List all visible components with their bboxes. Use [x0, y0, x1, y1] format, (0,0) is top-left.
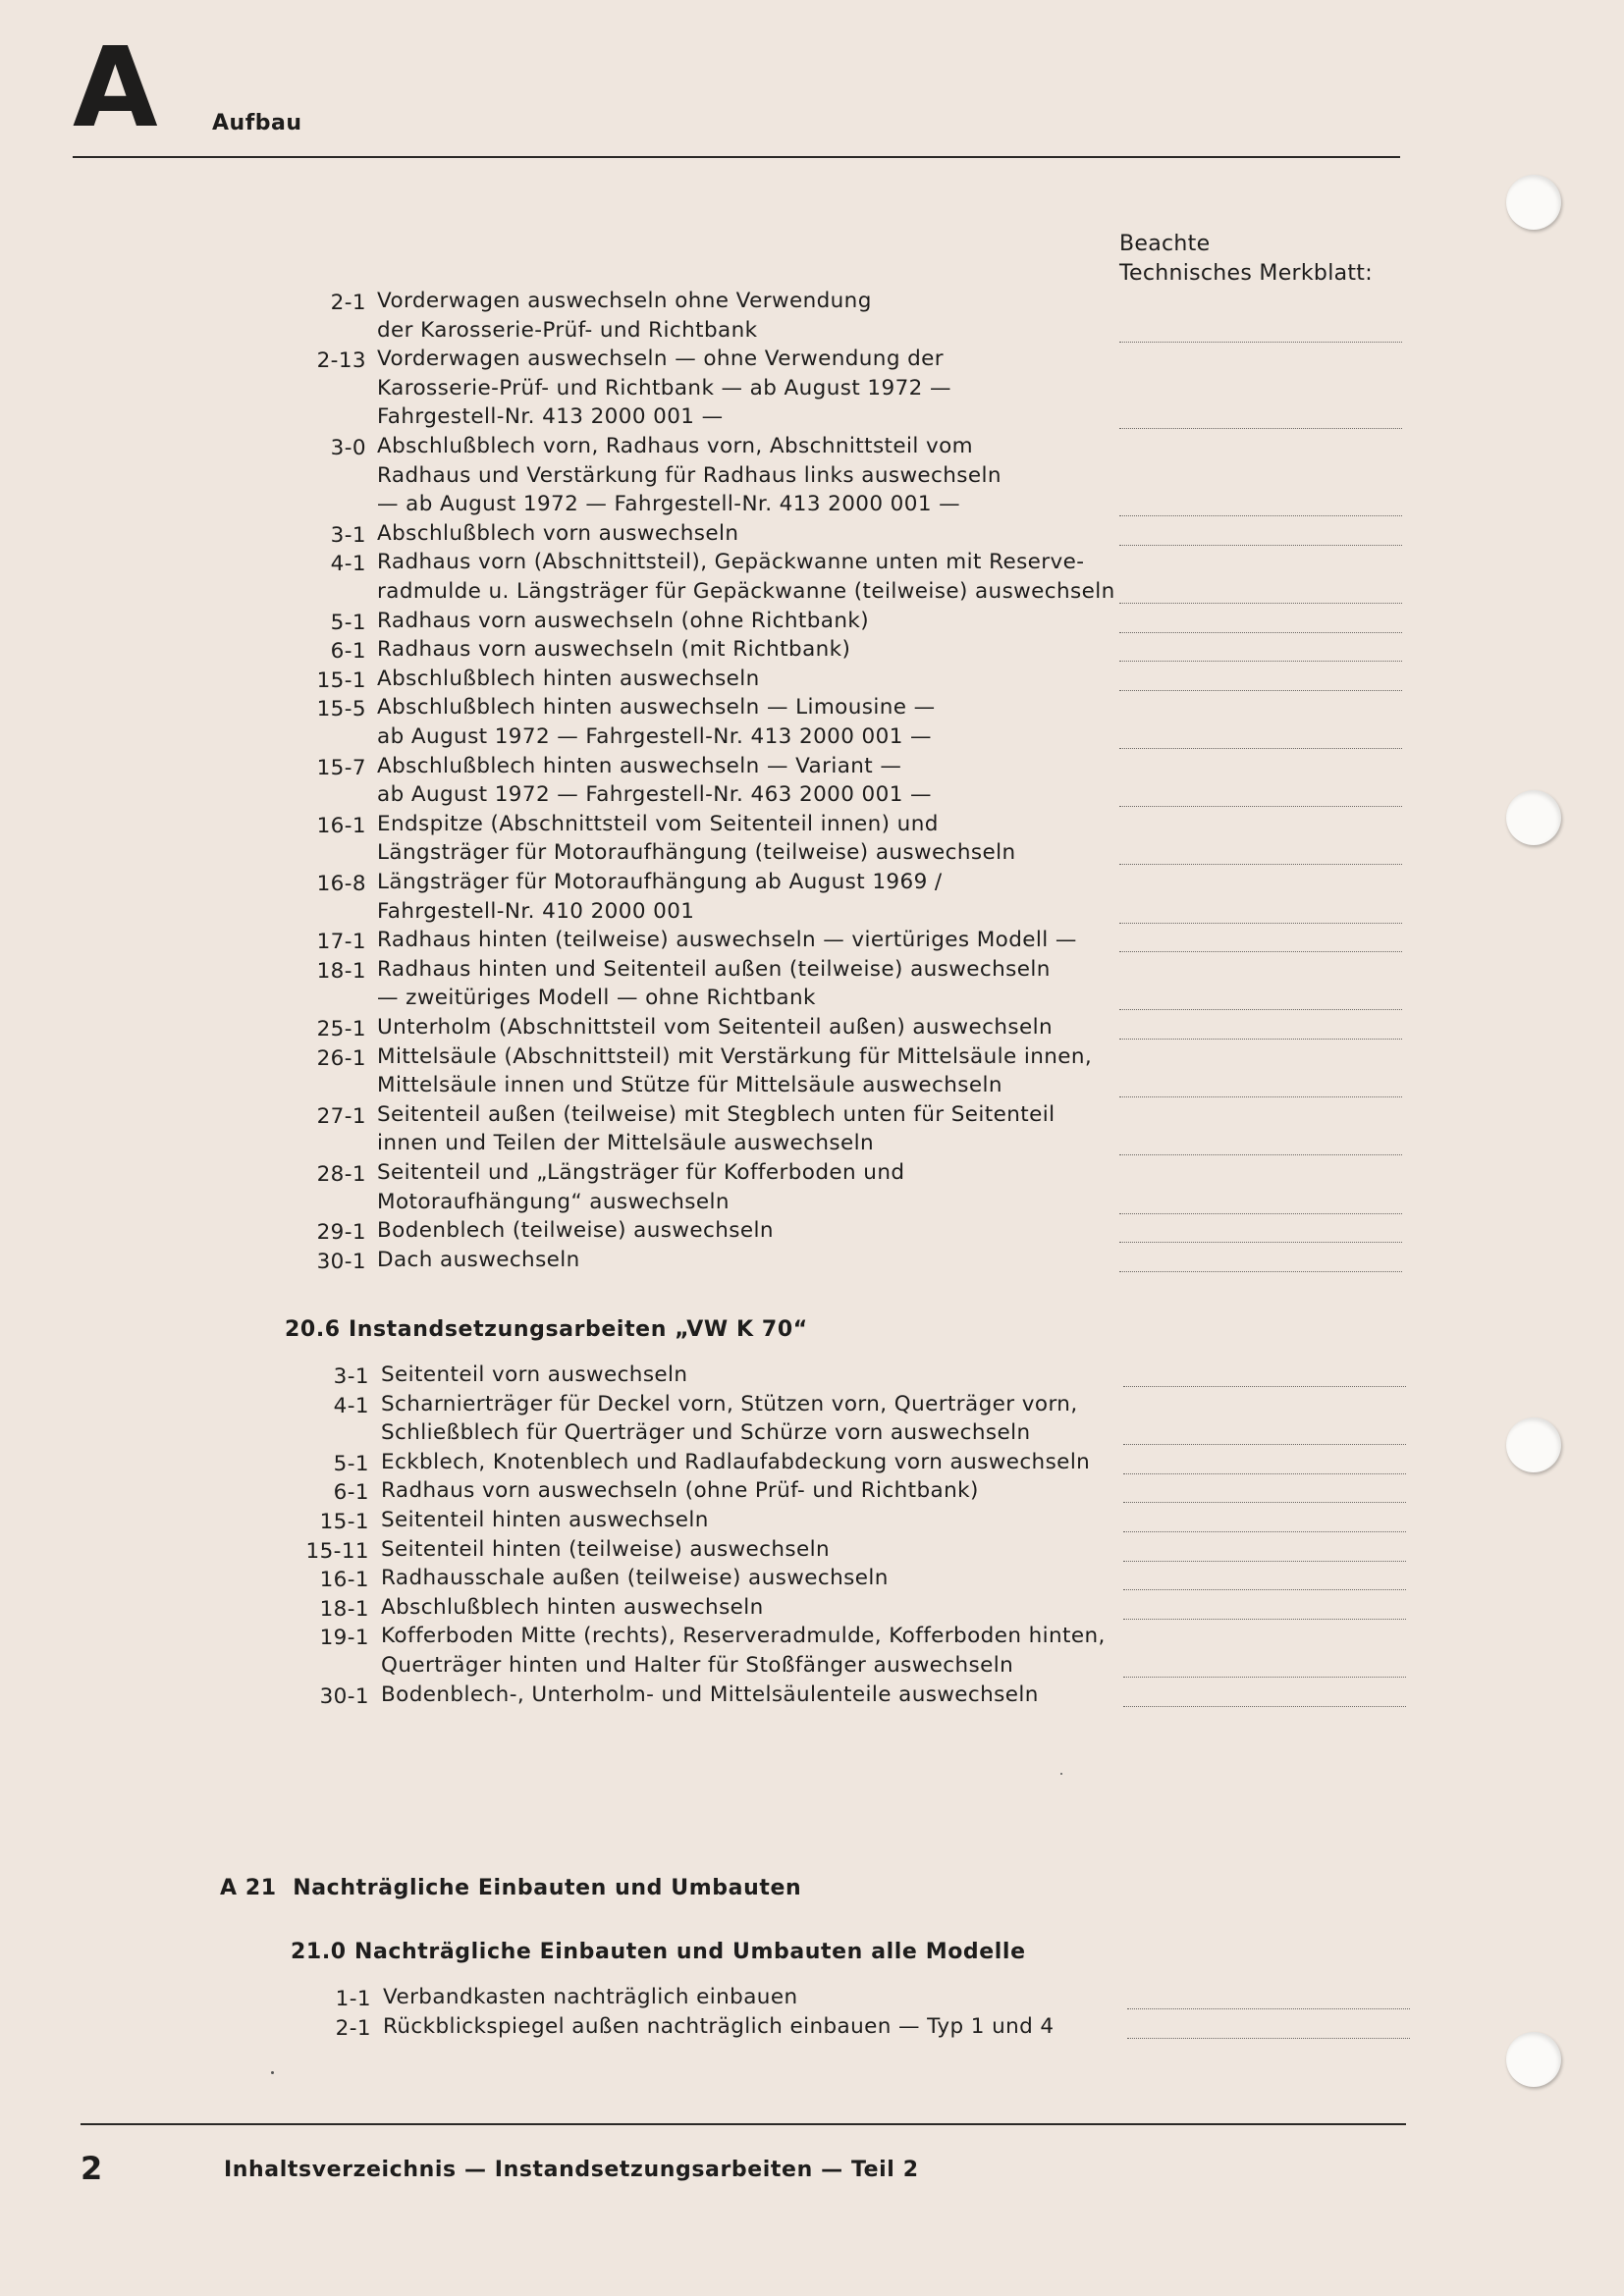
leader-dots: [1119, 1039, 1402, 1040]
print-speck: [271, 2071, 274, 2074]
entry-title: [383, 2012, 1055, 2042]
entry-line: Bodenblech (teilweise) auswechseln: [377, 1218, 774, 1244]
entry-line: Unterholm (Abschnittsteil vom Seitenteil außen) auswechseln: [377, 1015, 1054, 1040]
entry-line: innen und Teilen der Mittelsäule auswechseln: [377, 1131, 875, 1156]
entry-title: [377, 1216, 774, 1246]
entry-line: Scharnierträger für Deckel vorn, Stützen vorn, Querträger vorn,: [381, 1391, 1078, 1416]
entry-number: 18-1: [316, 958, 366, 984]
leader-dots: [1119, 1242, 1402, 1243]
entry-number: 30-1: [319, 1683, 369, 1709]
entry-number: 6-1: [330, 639, 366, 665]
entry-number: 26-1: [316, 1045, 366, 1071]
entry-number: 3-1: [333, 1364, 369, 1389]
print-speck: [1060, 1773, 1062, 1775]
entry-number: 2-1: [330, 291, 366, 315]
entry-line: Abschlußblech hinten auswechseln: [381, 1594, 764, 1620]
entry-line: Abschlußblech vorn, Radhaus vorn, Abschnittsteil vom: [377, 434, 974, 458]
footer-rule: [81, 2123, 1406, 2125]
entry-number: 30-1: [316, 1249, 366, 1274]
entry-line: Radhaus hinten und Seitenteil außen (teilweise) auswechseln: [377, 956, 1051, 982]
technical-bulletin-note: [1119, 230, 1373, 289]
entry-title: [377, 810, 1016, 868]
leader-dots: [1119, 515, 1402, 516]
entry-number: 28-1: [316, 1162, 366, 1187]
entry-line: Radhaus vorn auswechseln (ohne Richtbank): [377, 608, 870, 633]
entry-line: Seitenteil hinten (teilweise) auswechseln: [381, 1536, 831, 1562]
entry-line: Verbandkasten nachträglich einbauen: [383, 1985, 798, 2009]
entry-title: [377, 665, 760, 694]
leader-dots: [1123, 1589, 1406, 1590]
entry-title: [381, 1593, 764, 1623]
leader-dots: [1119, 632, 1402, 633]
entry-line: Karosserie-Prüf- und Richtbank — ab August 1972 —: [377, 375, 951, 400]
entry-line: Kofferboden Mitte (rechts), Reserveradmulde, Kofferboden hinten,: [381, 1624, 1106, 1649]
entry-number: 25-1: [316, 1017, 366, 1041]
entry-line: Abschlußblech hinten auswechseln — Variant —: [377, 753, 902, 778]
entry-number: 17-1: [316, 930, 366, 955]
entry-title: [377, 1013, 1053, 1042]
entry-title: [377, 693, 936, 751]
entry-line: Seitenteil hinten auswechseln: [381, 1508, 709, 1532]
header-rule: [73, 156, 1400, 158]
entry-title: [381, 1535, 830, 1565]
entry-title: [377, 1158, 904, 1216]
entry-line: Radhausschale außen (teilweise) auswechseln: [381, 1566, 889, 1591]
leader-dots: [1119, 806, 1402, 807]
entry-line: Abschlußblech hinten auswechseln: [377, 666, 760, 691]
entry-title: [381, 1564, 889, 1593]
leader-dots: [1119, 923, 1402, 924]
entry-title: [377, 432, 1001, 519]
entry-title: [377, 345, 951, 432]
entry-title: [377, 635, 850, 665]
leader-dots: [1119, 1154, 1402, 1155]
leader-dots: [1119, 545, 1402, 546]
entry-line: Rückblickspiegel außen nachträglich einbauen — Typ 1 und 4: [383, 2013, 1055, 2039]
entry-line: Bodenblech-, Unterholm- und Mittelsäulenteile auswechseln: [381, 1682, 1039, 1707]
leader-dots: [1123, 1502, 1406, 1503]
entry-title: [377, 1246, 580, 1275]
section-letter: A: [73, 25, 158, 152]
entry-line: Längsträger für Motoraufhängung ab August 1969 /: [377, 870, 943, 894]
entry-line: Schließblech für Querträger und Schürze vorn auswechseln: [381, 1420, 1031, 1446]
entry-line: Dach auswechseln: [377, 1247, 580, 1272]
entry-title: [381, 1390, 1078, 1448]
entry-line: Seitenteil und „Längsträger für Kofferboden und: [377, 1160, 905, 1185]
entry-line: Radhaus vorn auswechseln (ohne Prüf- und Richtbank): [381, 1478, 979, 1504]
entry-number: 19-1: [319, 1626, 369, 1651]
entry-line: Fahrgestell-Nr. 413 2000 001 —: [377, 404, 724, 430]
entry-line: Längsträger für Motoraufhängung (teilweise) auswechseln: [377, 840, 1016, 866]
entry-title: [381, 1622, 1106, 1680]
leader-dots: [1123, 1619, 1406, 1620]
entry-title: [377, 752, 932, 810]
leader-dots: [1119, 1271, 1402, 1272]
entry-number: 3-0: [330, 436, 366, 460]
entry-line: Motoraufhängung“ auswechseln: [377, 1189, 730, 1214]
entry-line: radmulde u. Längsträger für Gepäckwanne (teilweise) auswechseln: [377, 578, 1115, 604]
leader-dots: [1119, 428, 1402, 429]
entry-line: Radhaus vorn auswechseln (mit Richtbank): [377, 637, 851, 663]
entry-title: [381, 1681, 1039, 1710]
entry-title: [377, 548, 1115, 606]
leader-dots: [1119, 864, 1402, 865]
entry-title: [377, 868, 943, 926]
entry-number: 4-1: [333, 1393, 369, 1418]
entry-line: Seitenteil außen (teilweise) mit Stegblech unten für Seitenteil: [377, 1101, 1056, 1127]
subsection-heading: 21.0 Nachträgliche Einbauten und Umbauten alle Modelle: [291, 1940, 1026, 1964]
entry-title: [377, 519, 738, 549]
footer-title: Inhaltsverzeichnis — Instandsetzungsarbeiten — Teil 2: [224, 2158, 919, 2182]
leader-dots: [1119, 1096, 1402, 1097]
section-title: Aufbau: [212, 111, 302, 135]
entry-number: 16-8: [316, 872, 366, 896]
leader-dots: [1119, 1009, 1402, 1010]
entry-number: 15-1: [316, 667, 366, 693]
entry-line: Mittelsäule (Abschnittsteil) mit Verstärkung für Mittelsäule innen,: [377, 1043, 1093, 1069]
entry-line: Abschlußblech hinten auswechseln — Limousine —: [377, 695, 936, 721]
entry-line: Radhaus hinten (teilweise) auswechseln — viertüriges Modell —: [377, 928, 1077, 953]
entry-title: [381, 1506, 709, 1535]
entry-number: 2-13: [316, 348, 366, 374]
page-number: 2: [81, 2150, 103, 2187]
punch-hole: [1506, 2032, 1561, 2087]
leader-dots: [1119, 951, 1402, 952]
entry-line: Endspitze (Abschnittsteil vom Seitenteil innen) und: [377, 811, 939, 836]
leader-dots: [1123, 1531, 1406, 1532]
entry-number: 16-1: [319, 1568, 369, 1593]
entry-line: Eckblech, Knotenblech und Radlaufabdeckung vorn auswechseln: [381, 1449, 1091, 1474]
entry-title: [377, 1100, 1055, 1158]
entry-line: Vorderwagen auswechseln ohne Verwendung: [377, 289, 872, 313]
entry-line: — ab August 1972 — Fahrgestell-Nr. 413 2000 001 —: [377, 492, 961, 517]
punch-hole: [1506, 1417, 1561, 1472]
entry-line: der Karosserie-Prüf- und Richtbank: [377, 317, 758, 343]
entry-number: 4-1: [330, 552, 366, 577]
entry-number: 1-1: [335, 1987, 371, 2011]
leader-dots: [1119, 690, 1402, 691]
entry-line: ab August 1972 — Fahrgestell-Nr. 413 2000 001 —: [377, 723, 932, 749]
entry-title: [381, 1361, 687, 1390]
entry-number: 18-1: [319, 1596, 369, 1622]
entry-number: 16-1: [316, 813, 366, 838]
leader-dots: [1123, 1444, 1406, 1445]
entry-title: [383, 1983, 797, 2012]
leader-dots: [1119, 1213, 1402, 1214]
entry-number: 5-1: [330, 610, 366, 635]
leader-dots: [1127, 2038, 1410, 2039]
punch-hole: [1506, 790, 1561, 845]
entry-line: — zweitüriges Modell — ohne Richtbank: [377, 986, 816, 1011]
note-line: Beachte: [1119, 232, 1211, 256]
entry-number: 15-5: [316, 697, 366, 722]
entry-line: Radhaus und Verstärkung für Radhaus links auswechseln: [377, 462, 1001, 488]
entry-line: Abschlußblech vorn auswechseln: [377, 520, 739, 546]
note-line: Technisches Merkblatt:: [1119, 261, 1373, 286]
chapter-heading: A 21 Nachträgliche Einbauten und Umbauten: [220, 1876, 802, 1900]
entry-number: 15-7: [316, 755, 366, 780]
entry-title: [377, 1042, 1092, 1100]
leader-dots: [1119, 748, 1402, 749]
leader-dots: [1123, 1706, 1406, 1707]
entry-line: Seitenteil vorn auswechseln: [381, 1362, 688, 1387]
entry-line: ab August 1972 — Fahrgestell-Nr. 463 2000 001 —: [377, 782, 932, 808]
entry-title: [377, 287, 872, 345]
leader-dots: [1123, 1561, 1406, 1562]
entry-number: 2-1: [335, 2015, 371, 2041]
leader-dots: [1123, 1473, 1406, 1474]
leader-dots: [1119, 603, 1402, 604]
entry-number: 27-1: [316, 1103, 366, 1129]
entry-number: 29-1: [316, 1220, 366, 1246]
leader-dots: [1119, 661, 1402, 662]
entry-number: 5-1: [333, 1451, 369, 1476]
entry-number: 15-11: [305, 1538, 369, 1564]
entry-line: Mittelsäule innen und Stütze für Mittelsäule auswechseln: [377, 1073, 1002, 1098]
entry-line: Querträger hinten und Halter für Stoßfänger auswechseln: [381, 1652, 1014, 1678]
entry-number: 6-1: [333, 1480, 369, 1506]
leader-dots: [1123, 1386, 1406, 1387]
entry-title: [381, 1476, 979, 1506]
entry-title: [377, 607, 869, 636]
leader-dots: [1119, 342, 1402, 343]
subsection-heading: 20.6 Instandsetzungsarbeiten „VW K 70“: [285, 1317, 808, 1342]
punch-hole: [1506, 175, 1561, 230]
entry-line: Radhaus vorn (Abschnittsteil), Gepäckwanne unten mit Reserve-: [377, 550, 1085, 575]
entry-line: Fahrgestell-Nr. 410 2000 001: [377, 898, 695, 924]
entry-line: Vorderwagen auswechseln — ohne Verwendung der: [377, 347, 945, 372]
leader-dots: [1123, 1677, 1406, 1678]
entry-title: [381, 1448, 1090, 1477]
entry-number: 15-1: [319, 1510, 369, 1534]
entry-number: 3-1: [330, 522, 366, 548]
entry-title: [377, 926, 1077, 955]
entry-title: [377, 955, 1051, 1013]
leader-dots: [1127, 2008, 1410, 2009]
